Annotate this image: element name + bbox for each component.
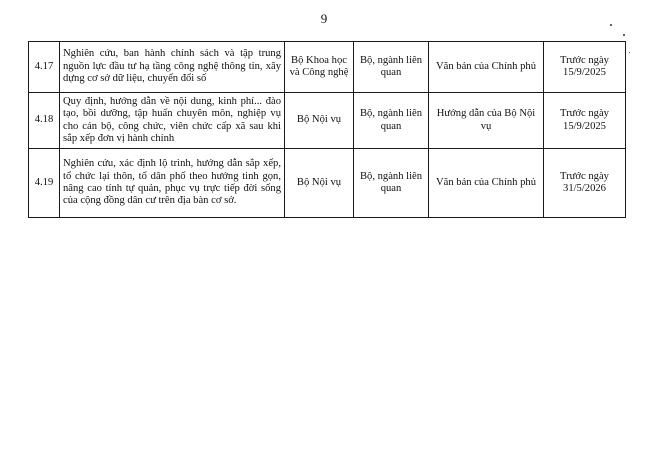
- coordinating-agency: Bộ, ngành liên quan: [354, 149, 429, 218]
- task-table: [28, 41, 626, 218]
- table-row: [29, 149, 626, 218]
- task-description: Nghiên cứu, ban hành chính sách và tập trung nguồn lực đầu tư hạ tầng công nghệ thông tin, xây dựng cơ sở dữ liệu, chuyển đổi số: [60, 42, 285, 93]
- row-number: 4.17: [29, 42, 60, 93]
- table-row: [29, 42, 626, 93]
- deadline: Trước ngày 31/5/2026: [544, 149, 626, 218]
- scan-speck: [610, 24, 612, 26]
- output-product: Văn bản của Chính phủ: [429, 42, 544, 93]
- page-number: 9: [320, 11, 328, 26]
- output-product: Hướng dẫn của Bộ Nội vụ: [429, 93, 544, 149]
- lead-agency: Bộ Nội vụ: [285, 93, 354, 149]
- lead-agency: Bộ Khoa học và Công nghệ: [285, 42, 354, 93]
- coordinating-agency: Bộ, ngành liên quan: [354, 93, 429, 149]
- row-number: 4.19: [29, 149, 60, 218]
- task-description: Nghiên cứu, xác định lộ trình, hướng dẫn sắp xếp, tổ chức lại thôn, tổ dân phố theo hướng tinh gọn, nâng cao tính tự quản, phục vụ trực tiếp đời sống của cộng đồng dân cư trên địa bàn cơ sở.: [60, 149, 285, 218]
- scan-speck: [629, 52, 630, 53]
- lead-agency: Bộ Nội vụ: [285, 149, 354, 218]
- deadline: Trước ngày 15/9/2025: [544, 42, 626, 93]
- task-description: Quy định, hướng dẫn về nội dung, kinh phí... đào tạo, bồi dưỡng, tập huấn chuyên môn, nghiệp vụ cho cán bộ, công chức, viên chức cấp xã sau khi sắp xếp đơn vị hành chính: [60, 93, 285, 149]
- scan-speck: [623, 34, 625, 36]
- output-product: Văn bản của Chính phủ: [429, 149, 544, 218]
- deadline: Trước ngày 15/9/2025: [544, 93, 626, 149]
- row-number: 4.18: [29, 93, 60, 149]
- coordinating-agency: Bộ, ngành liên quan: [354, 42, 429, 93]
- table-row: [29, 93, 626, 149]
